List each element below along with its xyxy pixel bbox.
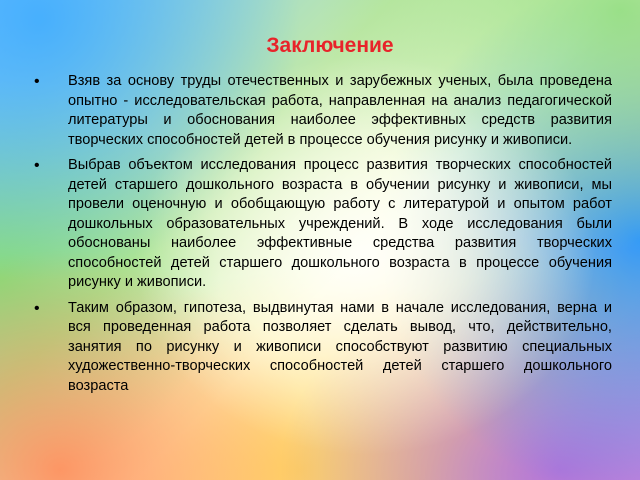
bullet-marker: • [34,73,40,90]
slide-title: Заключение [266,34,394,57]
bullet-text: Таким образом, гипотеза, выдвинутая нами в начале исследования, верна и вся проведенная работа позволяет сделать вывод, что, действительно, занятия по рисунку и живописи способствуют развитию специальных художественно-творческих способностей детей старшего дошкольного возраста [68,299,612,394]
bullet-marker: • [34,299,40,317]
bullet-item-2 [34,156,612,293]
bullet-text: Выбрав объектом исследования процесс развития творческих способностей детей старшего дошкольного возраста в обучении рисунку и живописи, мы провели оценочную и обобщающую работу с литературой и опытом работ дошкольных образовательных учреждений. В ходе исследования были обоснованы наиболее эффективные средства развития творческих способностей детей старшего дошкольного возраста в процессе обучения рисунку и живописи. [68,157,612,290]
bullet-marker: • [34,157,40,174]
bullet-text: Взяв за основу труды отечественных и зарубежных ученых, была проведена опытно - исследовательская работа, направленная на анализ педагогической литературы и обоснования наиболее эффективных средств развития творческих способностей детей в процессе обучения рисунку и живописи. [68,73,612,148]
bullet-item-3 [34,299,612,397]
bullet-item-1 [34,72,612,150]
bullet-list [34,72,612,402]
